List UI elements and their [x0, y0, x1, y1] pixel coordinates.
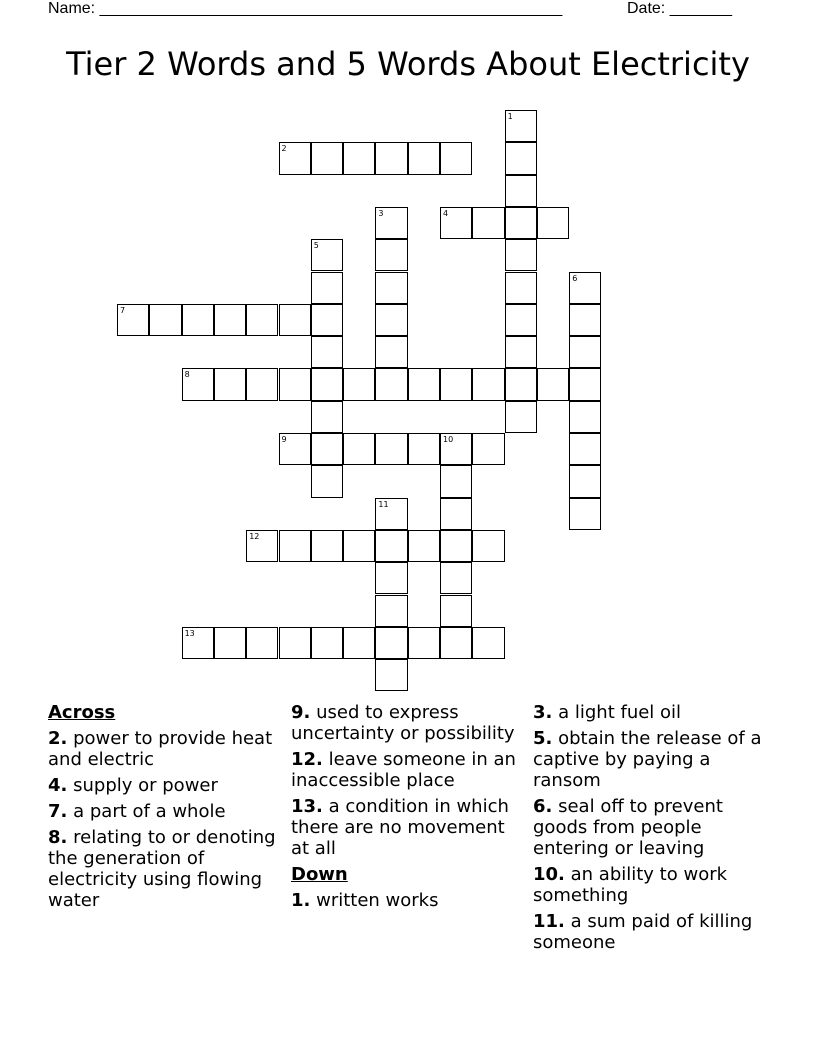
clue-across-4: 4. supply or power	[48, 775, 218, 796]
grid-cell[interactable]	[375, 562, 407, 594]
grid-cell[interactable]	[505, 304, 537, 336]
clue-down-5: 5. obtain the release of a captive by paying a ransom	[533, 728, 762, 791]
grid-cell[interactable]	[246, 304, 278, 336]
clue-number: 13	[184, 628, 195, 638]
grid-cell[interactable]	[343, 433, 375, 465]
grid-cell[interactable]	[440, 368, 472, 400]
grid-cell[interactable]	[375, 142, 407, 174]
grid-cell[interactable]	[214, 627, 246, 659]
grid-cell[interactable]	[537, 368, 569, 400]
grid-cell[interactable]	[149, 304, 181, 336]
clue-number: 12	[249, 531, 260, 541]
grid-cell[interactable]	[408, 368, 440, 400]
grid-cell[interactable]	[440, 142, 472, 174]
grid-cell[interactable]	[375, 595, 407, 627]
grid-cell[interactable]	[472, 627, 504, 659]
grid-cell[interactable]	[279, 627, 311, 659]
clue-across-9: 9. used to express uncertainty or possibility	[291, 702, 515, 744]
grid-cell[interactable]	[375, 627, 407, 659]
grid-cell[interactable]	[311, 336, 343, 368]
grid-cell[interactable]	[408, 530, 440, 562]
clue-number: 3	[378, 208, 384, 218]
grid-cell[interactable]	[408, 142, 440, 174]
grid-cell[interactable]	[375, 207, 407, 239]
grid-cell[interactable]	[279, 304, 311, 336]
date-field[interactable]: Date: _______	[627, 0, 732, 17]
grid-cell[interactable]	[569, 336, 601, 368]
grid-cell[interactable]	[117, 304, 149, 336]
grid-cell[interactable]	[569, 465, 601, 497]
grid-cell[interactable]	[505, 207, 537, 239]
clue-column-3	[533, 702, 773, 958]
grid-cell[interactable]	[375, 336, 407, 368]
clue-number: 8	[184, 370, 190, 380]
grid-cell[interactable]	[408, 627, 440, 659]
grid-cell[interactable]	[569, 368, 601, 400]
clue-column-2	[291, 702, 527, 916]
grid-cell[interactable]	[472, 368, 504, 400]
clue-down-11: 11. a sum paid of killing someone	[533, 911, 753, 953]
grid-cell[interactable]	[472, 207, 504, 239]
grid-cell[interactable]	[375, 272, 407, 304]
clue-number: 10	[443, 435, 454, 444]
grid-cell[interactable]	[505, 142, 537, 174]
grid-cell[interactable]	[311, 304, 343, 336]
grid-cell[interactable]	[440, 562, 472, 594]
grid-cell[interactable]	[505, 336, 537, 368]
grid-cell[interactable]	[311, 272, 343, 304]
grid-cell[interactable]	[375, 498, 407, 530]
grid-cell[interactable]	[343, 530, 375, 562]
clue-down-3: 3. a light fuel oil	[533, 702, 682, 723]
grid-cell[interactable]	[311, 433, 343, 465]
grid-cell[interactable]	[375, 659, 407, 691]
grid-cell[interactable]	[311, 465, 343, 497]
clue-number: 1	[507, 112, 513, 121]
grid-cell[interactable]	[343, 142, 375, 174]
grid-cell[interactable]	[375, 368, 407, 400]
grid-cell[interactable]	[505, 175, 537, 207]
grid-cell[interactable]	[569, 433, 601, 465]
clue-number: 6	[572, 273, 578, 283]
grid-cell[interactable]	[279, 142, 311, 174]
grid-cell[interactable]	[311, 368, 343, 400]
grid-cell[interactable]	[343, 368, 375, 400]
clue-down-6: 6. seal off to prevent goods from people entering or leaving	[533, 796, 723, 859]
grid-cell[interactable]	[505, 110, 537, 142]
grid-cell[interactable]	[569, 272, 601, 304]
grid-cell[interactable]	[505, 368, 537, 400]
clue-across-12: 12. leave someone in an inaccessible place	[291, 749, 516, 791]
grid-cell[interactable]	[440, 627, 472, 659]
clue-number: 2	[281, 144, 287, 154]
grid-cell[interactable]	[569, 401, 601, 433]
grid-cell[interactable]	[279, 368, 311, 400]
grid-cell[interactable]	[279, 530, 311, 562]
clue-column-1	[48, 702, 284, 916]
grid-cell[interactable]	[343, 627, 375, 659]
grid-cell[interactable]	[246, 530, 278, 562]
grid-cell[interactable]	[440, 498, 472, 530]
grid-cell[interactable]	[472, 530, 504, 562]
page-title: Tier 2 Words and 5 Words About Electricity	[66, 45, 750, 83]
down-heading: Down	[291, 864, 348, 885]
grid-cell[interactable]	[311, 401, 343, 433]
grid-cell[interactable]	[182, 368, 214, 400]
grid-cell[interactable]	[569, 304, 601, 336]
grid-cell[interactable]	[505, 239, 537, 271]
grid-cell[interactable]	[246, 627, 278, 659]
grid-cell[interactable]	[537, 207, 569, 239]
clue-across-8: 8. relating to or denoting the generation of electricity using flowing water	[48, 827, 276, 911]
grid-cell[interactable]	[279, 433, 311, 465]
clue-across-7: 7. a part of a whole	[48, 801, 226, 822]
clue-down-10: 10. an ability to work something	[533, 864, 728, 906]
grid-cell[interactable]	[440, 465, 472, 497]
grid-cell[interactable]	[505, 401, 537, 433]
grid-cell[interactable]	[472, 433, 504, 465]
clue-across-2: 2. power to provide heat and electric	[48, 728, 273, 770]
name-field[interactable]: Name: ____________________________________________________	[48, 0, 563, 17]
grid-cell[interactable]	[505, 272, 537, 304]
clue-number: 7	[120, 305, 126, 315]
clue-number: 4	[443, 208, 449, 218]
grid-cell[interactable]	[408, 433, 440, 465]
grid-cell[interactable]	[214, 304, 246, 336]
grid-cell[interactable]	[214, 368, 246, 400]
grid-cell[interactable]	[182, 627, 214, 659]
across-heading: Across	[48, 702, 116, 723]
clue-down-1: 1. written works	[291, 890, 439, 911]
clue-across-13: 13. a condition in which there are no movement at all	[291, 796, 509, 859]
grid-cell[interactable]	[375, 239, 407, 271]
grid-cell[interactable]	[182, 304, 214, 336]
grid-cell[interactable]	[440, 595, 472, 627]
grid-cell[interactable]	[569, 498, 601, 530]
clue-number: 11	[378, 499, 389, 509]
grid-cell[interactable]	[440, 530, 472, 562]
grid-cell[interactable]	[311, 239, 343, 271]
grid-cell[interactable]	[311, 142, 343, 174]
clue-number: 5	[313, 241, 319, 251]
grid-cell[interactable]	[246, 368, 278, 400]
grid-cell[interactable]	[311, 627, 343, 659]
grid-cell[interactable]	[311, 530, 343, 562]
grid-cell[interactable]	[440, 433, 472, 465]
grid-cell[interactable]	[375, 304, 407, 336]
grid-cell[interactable]	[375, 433, 407, 465]
grid-cell[interactable]	[375, 530, 407, 562]
clue-number: 9	[281, 435, 287, 444]
grid-cell[interactable]	[440, 207, 472, 239]
